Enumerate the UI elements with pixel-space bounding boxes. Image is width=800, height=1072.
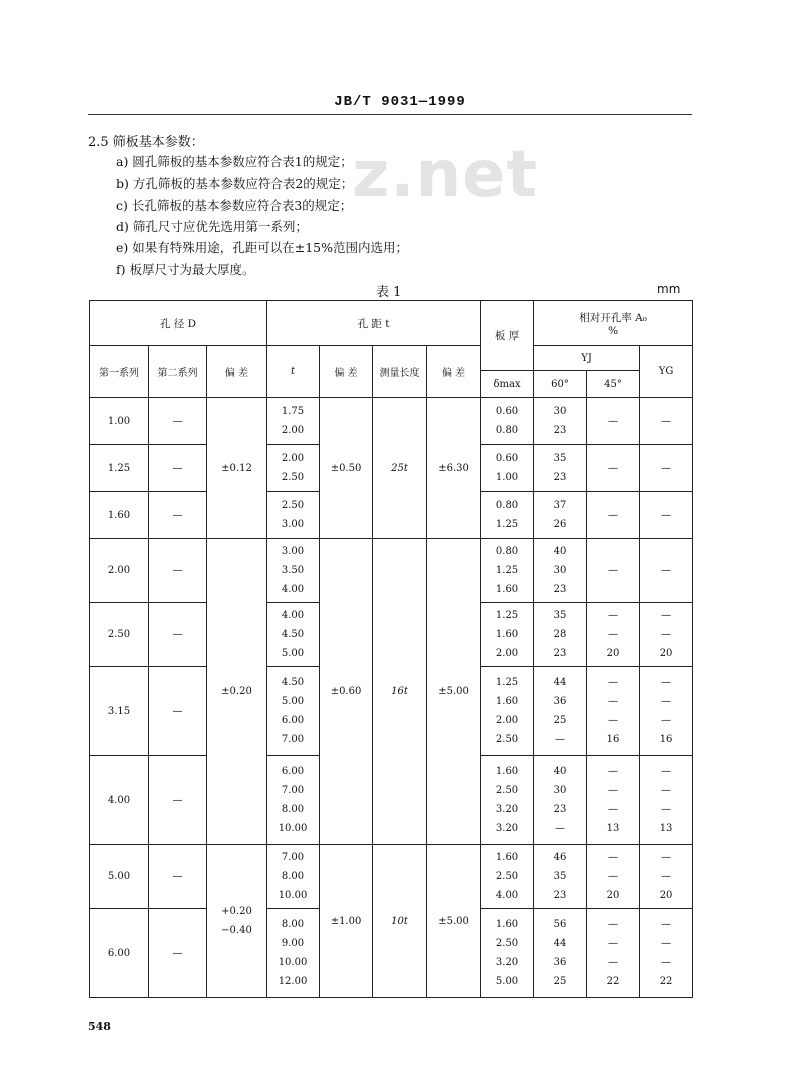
cell-line: 1.60 bbox=[495, 584, 519, 595]
cell-line: — bbox=[608, 565, 619, 576]
cell-line: 7.00 bbox=[281, 734, 305, 745]
cell-series2: — bbox=[149, 445, 207, 492]
cell-line: 2.50 bbox=[281, 472, 305, 483]
cell-line: 40 bbox=[553, 766, 567, 777]
cell-line: 5.00 bbox=[281, 648, 305, 659]
cell-measure-length: 16t bbox=[373, 539, 427, 845]
cell-line: 10.00 bbox=[278, 823, 308, 834]
cell-line: 0.80 bbox=[495, 546, 519, 557]
table-row bbox=[90, 398, 693, 445]
cell-line: 20 bbox=[606, 648, 620, 659]
cell-line: 3.50 bbox=[281, 565, 305, 576]
cell-line: 22 bbox=[659, 976, 673, 987]
cell-pitch-tolerance: ±1.00 bbox=[320, 845, 373, 998]
cell-line: — bbox=[608, 462, 619, 474]
cell-line: — bbox=[608, 629, 619, 640]
tolerance-line: −0.40 bbox=[221, 925, 252, 936]
cell-series2: — bbox=[149, 398, 207, 445]
cell-line: 23 bbox=[553, 584, 567, 595]
cell-line: 23 bbox=[553, 472, 567, 483]
header-tolerance: 偏 差 bbox=[207, 346, 267, 398]
cell-line: 5.00 bbox=[281, 696, 305, 707]
cell-thickness bbox=[481, 398, 534, 445]
list-item: f) 板厚尺寸为最大厚度。 bbox=[116, 262, 255, 277]
cell-open-60 bbox=[534, 539, 587, 603]
cell-length-tolerance: ±5.00 bbox=[427, 845, 481, 998]
cell-line: 6.00 bbox=[281, 715, 305, 726]
cell-diameter-tolerance bbox=[207, 539, 267, 845]
cell-line: — bbox=[661, 871, 672, 882]
cell-line: 6.00 bbox=[281, 766, 305, 777]
header-series2: 第二系列 bbox=[149, 346, 207, 398]
cell-line: — bbox=[608, 509, 619, 521]
cell-line: — bbox=[661, 629, 672, 640]
cell-line: — bbox=[661, 677, 672, 688]
cell-series2: — bbox=[149, 539, 207, 603]
cell-line: 2.00 bbox=[495, 715, 519, 726]
cell-open-yg bbox=[640, 445, 693, 492]
cell-line: — bbox=[661, 852, 672, 863]
cell-line: — bbox=[608, 852, 619, 863]
cell-open-60 bbox=[534, 398, 587, 445]
cell-line: 3.20 bbox=[495, 823, 519, 834]
cell-open-60 bbox=[534, 603, 587, 667]
cell-line: — bbox=[608, 696, 619, 707]
cell-line: — bbox=[661, 565, 672, 576]
cell-line: 20 bbox=[606, 890, 620, 901]
cell-line: — bbox=[661, 938, 672, 949]
cell-series2: — bbox=[149, 756, 207, 845]
cell-line: — bbox=[608, 415, 619, 427]
cell-line: — bbox=[661, 766, 672, 777]
cell-measure-length: 10t bbox=[373, 845, 427, 998]
cell-line: 2.50 bbox=[495, 734, 519, 745]
watermark: z.net bbox=[352, 138, 539, 212]
cell-line: — bbox=[608, 938, 619, 949]
page-number: 548 bbox=[88, 1020, 111, 1033]
cell-open-yg bbox=[640, 539, 693, 603]
cell-series1: 2.50 bbox=[90, 603, 149, 667]
cell-length-tolerance: ±5.00 bbox=[427, 539, 481, 845]
tolerance-line: ±0.20 bbox=[221, 686, 252, 697]
header-yj: YJ bbox=[534, 346, 640, 371]
cell-line: — bbox=[661, 957, 672, 968]
list-item: e) 如果有特殊用途，孔距可以在±15%范围内选用； bbox=[116, 240, 409, 255]
section-title: 2.5 筛板基本参数： bbox=[88, 135, 204, 150]
cell-line: — bbox=[661, 919, 672, 930]
cell-line: 2.50 bbox=[495, 871, 519, 882]
cell-open-45 bbox=[587, 539, 640, 603]
cell-line: — bbox=[661, 509, 672, 521]
list-item: c) 长孔筛板的基本参数应符合表3的规定； bbox=[116, 198, 353, 213]
cell-pitch bbox=[267, 398, 320, 445]
cell-line: 1.60 bbox=[495, 852, 519, 863]
cell-pitch-tolerance: ±0.50 bbox=[320, 398, 373, 539]
cell-line: 13 bbox=[606, 823, 620, 834]
header-pitch: 孔 距 t bbox=[267, 301, 481, 346]
cell-open-45 bbox=[587, 845, 640, 909]
table-row bbox=[90, 845, 693, 909]
cell-line: 5.00 bbox=[495, 976, 519, 987]
cell-line: 1.60 bbox=[495, 696, 519, 707]
cell-line: — bbox=[661, 462, 672, 474]
list-item: d) 筛孔尺寸应优先选用第一系列； bbox=[116, 219, 308, 234]
cell-line: — bbox=[608, 957, 619, 968]
cell-series2: — bbox=[149, 909, 207, 998]
cell-series1: 1.60 bbox=[90, 492, 149, 539]
cell-line: — bbox=[608, 677, 619, 688]
cell-line: 4.00 bbox=[281, 610, 305, 621]
tolerance-line: +0.20 bbox=[221, 906, 252, 917]
cell-length-tolerance: ±6.30 bbox=[427, 398, 481, 539]
cell-line: — bbox=[608, 715, 619, 726]
cell-line: — bbox=[661, 696, 672, 707]
cell-line: 2.00 bbox=[281, 453, 305, 464]
cell-thickness bbox=[481, 539, 534, 603]
table-caption: 表 1 bbox=[376, 285, 402, 300]
cell-line: 23 bbox=[553, 425, 567, 436]
cell-line: 0.80 bbox=[495, 425, 519, 436]
cell-open-60 bbox=[534, 445, 587, 492]
cell-line: 2.00 bbox=[281, 425, 305, 436]
cell-open-45 bbox=[587, 756, 640, 845]
cell-line: — bbox=[661, 415, 672, 427]
cell-line: 0.80 bbox=[495, 500, 519, 511]
header-angle-60: 60° bbox=[534, 371, 587, 398]
cell-line: 0.60 bbox=[495, 406, 519, 417]
cell-diameter-tolerance bbox=[207, 845, 267, 998]
cell-line: 12.00 bbox=[278, 976, 308, 987]
cell-series1: 1.00 bbox=[90, 398, 149, 445]
cell-line: 1.25 bbox=[495, 519, 519, 530]
cell-pitch-tolerance: ±0.60 bbox=[320, 539, 373, 845]
cell-line: — bbox=[661, 610, 672, 621]
cell-line: 28 bbox=[553, 629, 567, 640]
cell-line: 0.60 bbox=[495, 453, 519, 464]
cell-line: 36 bbox=[553, 696, 567, 707]
cell-line: 1.60 bbox=[495, 919, 519, 930]
cell-open-60 bbox=[534, 909, 587, 998]
cell-line: 30 bbox=[553, 785, 567, 796]
cell-open-yg bbox=[640, 756, 693, 845]
cell-line: — bbox=[555, 734, 566, 745]
cell-line: 35 bbox=[553, 610, 567, 621]
cell-line: 4.00 bbox=[281, 584, 305, 595]
table-row bbox=[90, 539, 693, 603]
cell-line: 1.60 bbox=[495, 629, 519, 640]
cell-thickness bbox=[481, 445, 534, 492]
cell-line: — bbox=[608, 766, 619, 777]
header-hole-diameter: 孔 径 D bbox=[90, 301, 267, 346]
cell-open-60 bbox=[534, 845, 587, 909]
header-measure-length: 测量长度 bbox=[373, 346, 427, 398]
cell-open-45 bbox=[587, 603, 640, 667]
cell-series1: 5.00 bbox=[90, 845, 149, 909]
cell-measure-length: 25t bbox=[373, 398, 427, 539]
cell-open-60 bbox=[534, 492, 587, 539]
table-unit: mm bbox=[657, 282, 681, 296]
cell-line: 35 bbox=[553, 453, 567, 464]
header-delta-max: δmax bbox=[481, 371, 534, 398]
cell-line: 2.50 bbox=[495, 785, 519, 796]
header-t: t bbox=[267, 346, 320, 398]
cell-line: — bbox=[608, 804, 619, 815]
cell-line: 10.00 bbox=[278, 957, 308, 968]
cell-line: 44 bbox=[553, 938, 567, 949]
header-pitch-tolerance: 偏 差 bbox=[320, 346, 373, 398]
parameter-table bbox=[89, 300, 693, 998]
cell-series2: — bbox=[149, 492, 207, 539]
tolerance-line: ±0.12 bbox=[221, 462, 252, 474]
cell-pitch bbox=[267, 492, 320, 539]
cell-open-45 bbox=[587, 445, 640, 492]
cell-open-yg bbox=[640, 398, 693, 445]
cell-series2: — bbox=[149, 667, 207, 756]
cell-series1: 2.00 bbox=[90, 539, 149, 603]
header-open-area bbox=[534, 301, 693, 346]
header-angle-45: 45° bbox=[587, 371, 640, 398]
cell-line: 37 bbox=[553, 500, 567, 511]
cell-line: 8.00 bbox=[281, 919, 305, 930]
cell-line: 26 bbox=[553, 519, 567, 530]
cell-line: 22 bbox=[606, 976, 620, 987]
cell-line: 46 bbox=[553, 852, 567, 863]
cell-open-yg bbox=[640, 845, 693, 909]
list-item: a) 圆孔筛板的基本参数应符合表1的规定； bbox=[116, 154, 353, 169]
cell-line: 30 bbox=[553, 406, 567, 417]
cell-line: 3.20 bbox=[495, 804, 519, 815]
cell-line: 7.00 bbox=[281, 785, 305, 796]
cell-line: 1.60 bbox=[495, 766, 519, 777]
cell-pitch bbox=[267, 845, 320, 909]
cell-thickness bbox=[481, 756, 534, 845]
cell-open-45 bbox=[587, 398, 640, 445]
cell-line: 25 bbox=[553, 715, 567, 726]
cell-line: 1.25 bbox=[495, 565, 519, 576]
header-series1: 第一系列 bbox=[90, 346, 149, 398]
cell-series1: 1.25 bbox=[90, 445, 149, 492]
percent-label: % bbox=[608, 324, 619, 337]
cell-line: 1.75 bbox=[281, 406, 305, 417]
cell-line: 44 bbox=[553, 677, 567, 688]
cell-pitch bbox=[267, 445, 320, 492]
cell-pitch bbox=[267, 909, 320, 998]
cell-series2: — bbox=[149, 845, 207, 909]
cell-line: 7.00 bbox=[281, 852, 305, 863]
cell-pitch bbox=[267, 756, 320, 845]
cell-open-yg bbox=[640, 603, 693, 667]
list-item: b) 方孔筛板的基本参数应符合表2的规定； bbox=[116, 176, 354, 191]
header-thickness: 板 厚 bbox=[481, 301, 534, 371]
cell-diameter-tolerance bbox=[207, 398, 267, 539]
cell-line: 2.50 bbox=[281, 500, 305, 511]
cell-series1: 6.00 bbox=[90, 909, 149, 998]
cell-line: 4.50 bbox=[281, 677, 305, 688]
cell-line: 35 bbox=[553, 871, 567, 882]
cell-thickness bbox=[481, 909, 534, 998]
cell-pitch bbox=[267, 603, 320, 667]
cell-open-60 bbox=[534, 756, 587, 845]
cell-pitch bbox=[267, 667, 320, 756]
cell-pitch bbox=[267, 539, 320, 603]
cell-line: 16 bbox=[606, 734, 620, 745]
cell-line: 8.00 bbox=[281, 871, 305, 882]
cell-line: 4.50 bbox=[281, 629, 305, 640]
cell-series1: 3.15 bbox=[90, 667, 149, 756]
open-area-label: 相对开孔率 A₀ bbox=[579, 311, 647, 324]
cell-line: 23 bbox=[553, 804, 567, 815]
cell-line: 8.00 bbox=[281, 804, 305, 815]
cell-thickness bbox=[481, 492, 534, 539]
cell-open-45 bbox=[587, 667, 640, 756]
header-length-tolerance: 偏 差 bbox=[427, 346, 481, 398]
cell-line: 3.00 bbox=[281, 546, 305, 557]
cell-line: — bbox=[608, 610, 619, 621]
cell-line: 20 bbox=[659, 890, 673, 901]
cell-line: — bbox=[555, 823, 566, 834]
cell-line: 9.00 bbox=[281, 938, 305, 949]
cell-series2: — bbox=[149, 603, 207, 667]
cell-line: 3.00 bbox=[281, 519, 305, 530]
cell-line: — bbox=[661, 715, 672, 726]
cell-thickness bbox=[481, 603, 534, 667]
cell-open-45 bbox=[587, 909, 640, 998]
cell-line: 20 bbox=[659, 648, 673, 659]
header-rule bbox=[88, 114, 692, 115]
cell-line: — bbox=[661, 785, 672, 796]
cell-line: 56 bbox=[553, 919, 567, 930]
cell-line: 36 bbox=[553, 957, 567, 968]
cell-line: 2.50 bbox=[495, 938, 519, 949]
cell-line: 40 bbox=[553, 546, 567, 557]
cell-line: 13 bbox=[659, 823, 673, 834]
header-yg: YG bbox=[640, 346, 693, 398]
cell-line: 23 bbox=[553, 890, 567, 901]
cell-line: 1.25 bbox=[495, 610, 519, 621]
cell-open-yg bbox=[640, 492, 693, 539]
cell-line: 3.20 bbox=[495, 957, 519, 968]
cell-line: — bbox=[661, 804, 672, 815]
cell-line: 16 bbox=[659, 734, 673, 745]
cell-open-45 bbox=[587, 492, 640, 539]
cell-line: — bbox=[608, 785, 619, 796]
cell-line: 10.00 bbox=[278, 890, 308, 901]
cell-line: 23 bbox=[553, 648, 567, 659]
cell-line: — bbox=[608, 871, 619, 882]
cell-line: — bbox=[608, 919, 619, 930]
cell-line: 2.00 bbox=[495, 648, 519, 659]
cell-open-60 bbox=[534, 667, 587, 756]
cell-thickness bbox=[481, 667, 534, 756]
cell-line: 1.00 bbox=[495, 472, 519, 483]
cell-line: 1.25 bbox=[495, 677, 519, 688]
cell-line: 30 bbox=[553, 565, 567, 576]
cell-series1: 4.00 bbox=[90, 756, 149, 845]
cell-line: 25 bbox=[553, 976, 567, 987]
cell-line: 4.00 bbox=[495, 890, 519, 901]
cell-thickness bbox=[481, 845, 534, 909]
standard-header: JB/T 9031—1999 bbox=[334, 94, 466, 110]
cell-open-yg bbox=[640, 909, 693, 998]
cell-open-yg bbox=[640, 667, 693, 756]
